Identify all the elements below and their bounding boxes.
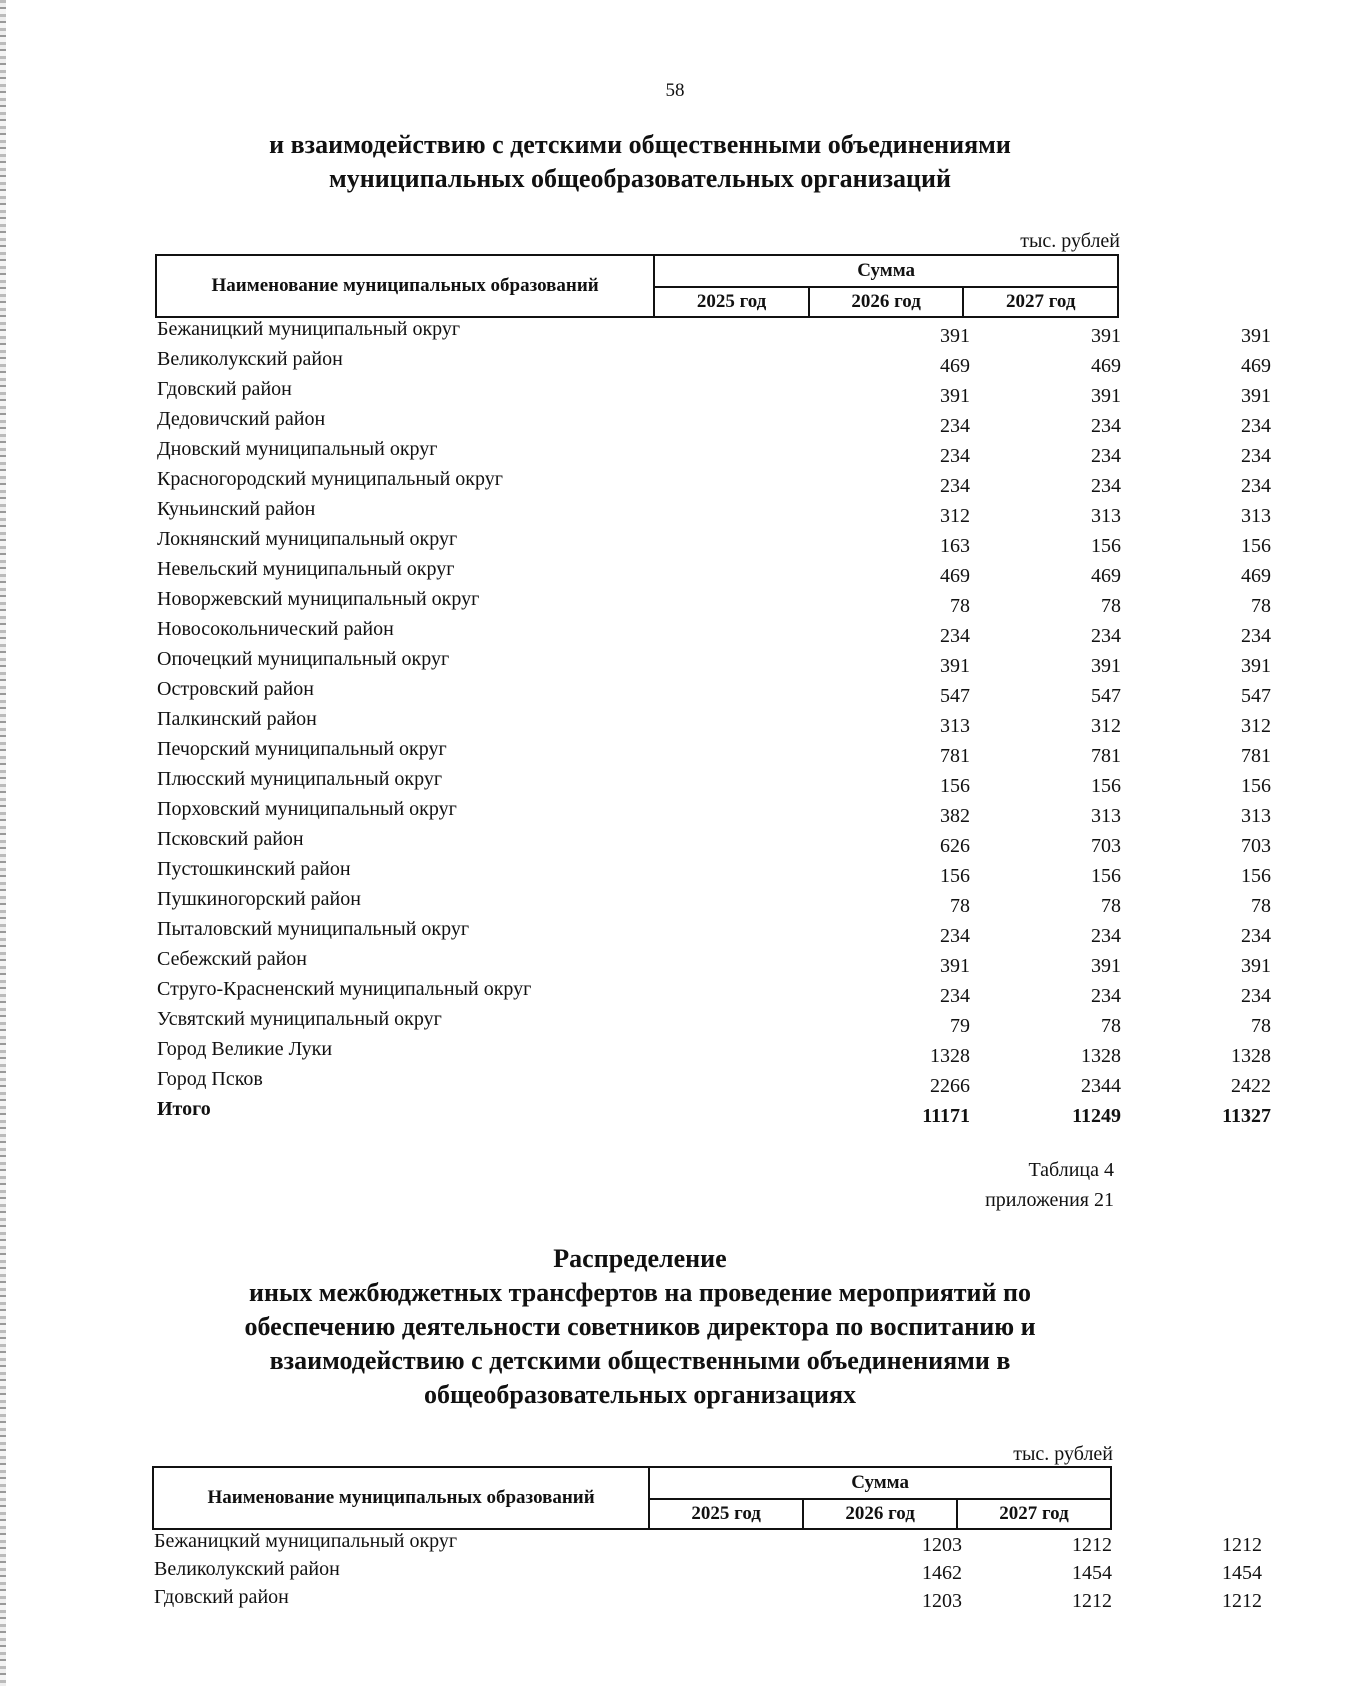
- value-2025: 1462: [922, 1562, 962, 1584]
- year-header-2026: 2026 год: [803, 1499, 957, 1529]
- value-2027: 234: [1241, 475, 1271, 497]
- section1-title-line: муниципальных общеобразовательных организаций: [329, 164, 951, 193]
- value-2025: 1203: [922, 1534, 962, 1556]
- municipality-name: Дновский муниципальный округ: [157, 438, 438, 460]
- municipality-name: Гдовский район: [157, 378, 292, 400]
- table-row: [155, 828, 1271, 858]
- municipality-name: Плюсский муниципальный округ: [157, 768, 443, 790]
- value-2026: 78: [1101, 595, 1121, 617]
- municipality-name: Усвятский муниципальный округ: [157, 1008, 442, 1030]
- value-2025: 2266: [930, 1075, 970, 1097]
- value-2027: 234: [1241, 415, 1271, 437]
- table-row: [155, 738, 1271, 768]
- value-2027: 469: [1241, 355, 1271, 377]
- value-2026: 78: [1101, 1015, 1121, 1037]
- table-row: [155, 648, 1271, 678]
- table-row: [155, 618, 1271, 648]
- municipality-name: Бежаницкий муниципальный округ: [157, 318, 461, 340]
- value-2027: 391: [1241, 325, 1271, 347]
- value-2027: 469: [1241, 565, 1271, 587]
- value-2025: 382: [940, 805, 970, 827]
- value-2026: 1454: [1072, 1562, 1112, 1584]
- name-column-header: Наименование муниципальных образований: [153, 1467, 649, 1529]
- value-2025: 391: [940, 655, 970, 677]
- value-2026: 234: [1091, 925, 1121, 947]
- year-header-2025: 2025 год: [654, 287, 809, 317]
- value-2026: 234: [1091, 985, 1121, 1007]
- value-2025: 234: [940, 415, 970, 437]
- section2-title: [150, 1242, 1130, 1412]
- section2-title-line: взаимодействию с детскими общественными объединениями в: [269, 1346, 1011, 1375]
- table-row: [155, 438, 1271, 468]
- table-row: [155, 948, 1271, 978]
- value-2027: 78: [1251, 895, 1271, 917]
- year-header-2027: 2027 год: [957, 1499, 1111, 1529]
- value-2026: 156: [1091, 865, 1121, 887]
- value-2026: 2344: [1081, 1075, 1121, 1097]
- municipality-name: Пыталовский муниципальный округ: [157, 918, 470, 940]
- municipality-name: Себежский район: [157, 948, 307, 970]
- value-2025: 234: [940, 625, 970, 647]
- table-row: [155, 588, 1271, 618]
- value-2026: 391: [1091, 325, 1121, 347]
- municipality-name: Островский район: [157, 678, 314, 700]
- page-number: 58: [665, 80, 685, 101]
- value-2026: 234: [1091, 445, 1121, 467]
- section1-title-line: и взаимодействию с детскими общественными объединениями: [269, 130, 1011, 159]
- municipality-name: Гдовский район: [154, 1586, 289, 1608]
- value-2025: 163: [940, 535, 970, 557]
- value-2027: 2422: [1231, 1075, 1271, 1097]
- value-2027: 313: [1241, 505, 1271, 527]
- municipality-name: Струго-Красненский муниципальный округ: [157, 978, 532, 1000]
- value-2026: 78: [1101, 895, 1121, 917]
- section2-table-body: [152, 1530, 1262, 1614]
- value-2026: 156: [1091, 775, 1121, 797]
- name-column-header: Наименование муниципальных образований: [156, 255, 654, 317]
- value-2027: 11327: [1222, 1105, 1271, 1127]
- value-2027: 703: [1241, 835, 1271, 857]
- table-row: [152, 1530, 1262, 1558]
- value-2027: 547: [1241, 685, 1271, 707]
- municipality-name: Великолукский район: [157, 348, 343, 370]
- value-2027: 1454: [1222, 1562, 1262, 1584]
- value-2026: 11249: [1072, 1105, 1121, 1127]
- value-2025: 234: [940, 475, 970, 497]
- total-label: Итого: [157, 1098, 211, 1120]
- value-2027: 156: [1241, 865, 1271, 887]
- table-row: [155, 918, 1271, 948]
- value-2026: 1328: [1081, 1045, 1121, 1067]
- value-2025: 313: [940, 715, 970, 737]
- value-2027: 234: [1241, 445, 1271, 467]
- value-2025: 234: [940, 925, 970, 947]
- table-note: [985, 1155, 1114, 1215]
- value-2025: 626: [940, 835, 970, 857]
- table-row: [155, 378, 1271, 408]
- value-2026: 156: [1091, 535, 1121, 557]
- table-row: [155, 978, 1271, 1008]
- value-2025: 547: [940, 685, 970, 707]
- section2-title-line: Распределение: [553, 1244, 727, 1273]
- total-row: [155, 1098, 1271, 1128]
- table-row: [155, 348, 1271, 378]
- table-row: [155, 318, 1271, 348]
- value-2026: 781: [1091, 745, 1121, 767]
- value-2027: 1212: [1222, 1534, 1262, 1556]
- sum-header: Сумма: [654, 255, 1118, 287]
- municipality-name: Пустошкинский район: [157, 858, 351, 880]
- value-2025: 391: [940, 955, 970, 977]
- value-2025: 79: [950, 1015, 970, 1037]
- municipality-name: Город Великие Луки: [157, 1038, 333, 1060]
- value-2027: 78: [1251, 1015, 1271, 1037]
- section1-table-header: [155, 254, 1119, 318]
- value-2026: 391: [1091, 955, 1121, 977]
- value-2026: 1212: [1072, 1590, 1112, 1612]
- appendix-ref: приложения 21: [985, 1189, 1114, 1211]
- value-2026: 234: [1091, 475, 1121, 497]
- value-2026: 469: [1091, 565, 1121, 587]
- municipality-name: Пушкиногорский район: [157, 888, 361, 910]
- section1-table-body: [155, 318, 1271, 1128]
- table-row: [155, 528, 1271, 558]
- value-2027: 312: [1241, 715, 1271, 737]
- sum-header: Сумма: [649, 1467, 1111, 1499]
- value-2025: 469: [940, 565, 970, 587]
- value-2026: 312: [1091, 715, 1121, 737]
- municipality-name: Куньинский район: [157, 498, 316, 520]
- municipality-name: Опочецкий муниципальный округ: [157, 648, 450, 670]
- value-2026: 313: [1091, 805, 1121, 827]
- municipality-name: Дедовичский район: [157, 408, 326, 430]
- value-2025: 78: [950, 595, 970, 617]
- value-2025: 156: [940, 775, 970, 797]
- municipality-name: Бежаницкий муниципальный округ: [154, 1530, 458, 1552]
- section2-title-line: иных межбюджетных трансфертов на проведение мероприятий по: [249, 1278, 1031, 1307]
- value-2025: 78: [950, 895, 970, 917]
- section1-title: [150, 128, 1130, 196]
- value-2026: 234: [1091, 415, 1121, 437]
- municipality-name: Невельский муниципальный округ: [157, 558, 455, 580]
- table-row: [155, 498, 1271, 528]
- value-2027: 234: [1241, 625, 1271, 647]
- value-2026: 469: [1091, 355, 1121, 377]
- value-2025: 1203: [922, 1590, 962, 1612]
- scan-edge: [0, 0, 6, 1686]
- value-2025: 11171: [922, 1105, 970, 1127]
- table-row: [155, 1068, 1271, 1098]
- municipality-name: Псковский район: [157, 828, 304, 850]
- value-2027: 391: [1241, 655, 1271, 677]
- municipality-name: Новоржевский муниципальный округ: [157, 588, 480, 610]
- municipality-name: Красногородский муниципальный округ: [157, 468, 503, 490]
- value-2027: 391: [1241, 385, 1271, 407]
- table-number: Таблица 4: [1028, 1159, 1114, 1181]
- table-row: [155, 858, 1271, 888]
- table-row: [155, 1008, 1271, 1038]
- year-header-2025: 2025 год: [649, 1499, 803, 1529]
- value-2025: 391: [940, 385, 970, 407]
- municipality-name: Великолукский район: [154, 1558, 340, 1580]
- value-2026: 547: [1091, 685, 1121, 707]
- value-2026: 313: [1091, 505, 1121, 527]
- value-2027: 781: [1241, 745, 1271, 767]
- section2-table-header: [152, 1466, 1112, 1530]
- value-2025: 312: [940, 505, 970, 527]
- year-header-2026: 2026 год: [809, 287, 964, 317]
- table-row: [155, 558, 1271, 588]
- value-2027: 234: [1241, 985, 1271, 1007]
- value-2025: 234: [940, 985, 970, 1007]
- municipality-name: Печорский муниципальный округ: [157, 738, 447, 760]
- section2-title-line: общеобразовательных организациях: [423, 1380, 857, 1409]
- value-2027: 391: [1241, 955, 1271, 977]
- section2-title-line: обеспечению деятельности советников директора по воспитанию и: [244, 1312, 1036, 1341]
- table-row: [155, 678, 1271, 708]
- table-row: [155, 1038, 1271, 1068]
- value-2025: 781: [940, 745, 970, 767]
- value-2027: 313: [1241, 805, 1271, 827]
- value-2026: 391: [1091, 385, 1121, 407]
- year-header-2027: 2027 год: [963, 287, 1118, 317]
- table-row: [155, 708, 1271, 738]
- table-row: [155, 798, 1271, 828]
- section1-units: тыс. рублей: [1020, 230, 1120, 252]
- value-2027: 1212: [1222, 1590, 1262, 1612]
- value-2026: 391: [1091, 655, 1121, 677]
- value-2027: 156: [1241, 535, 1271, 557]
- value-2025: 156: [940, 865, 970, 887]
- table-row: [155, 468, 1271, 498]
- value-2026: 703: [1091, 835, 1121, 857]
- value-2025: 469: [940, 355, 970, 377]
- value-2025: 1328: [930, 1045, 970, 1067]
- municipality-name: Город Псков: [157, 1068, 263, 1090]
- municipality-name: Палкинский район: [157, 708, 317, 730]
- value-2027: 1328: [1231, 1045, 1271, 1067]
- value-2026: 234: [1091, 625, 1121, 647]
- section2-units: тыс. рублей: [1013, 1443, 1113, 1465]
- table-row: [152, 1558, 1262, 1586]
- table-row: [152, 1586, 1262, 1614]
- value-2026: 1212: [1072, 1534, 1112, 1556]
- value-2027: 78: [1251, 595, 1271, 617]
- value-2025: 234: [940, 445, 970, 467]
- table-row: [155, 768, 1271, 798]
- municipality-name: Порховский муниципальный округ: [157, 798, 457, 820]
- table-row: [155, 408, 1271, 438]
- municipality-name: Локнянский муниципальный округ: [157, 528, 458, 550]
- value-2027: 234: [1241, 925, 1271, 947]
- value-2027: 156: [1241, 775, 1271, 797]
- municipality-name: Новосокольнический район: [157, 618, 394, 640]
- table-row: [155, 888, 1271, 918]
- value-2025: 391: [940, 325, 970, 347]
